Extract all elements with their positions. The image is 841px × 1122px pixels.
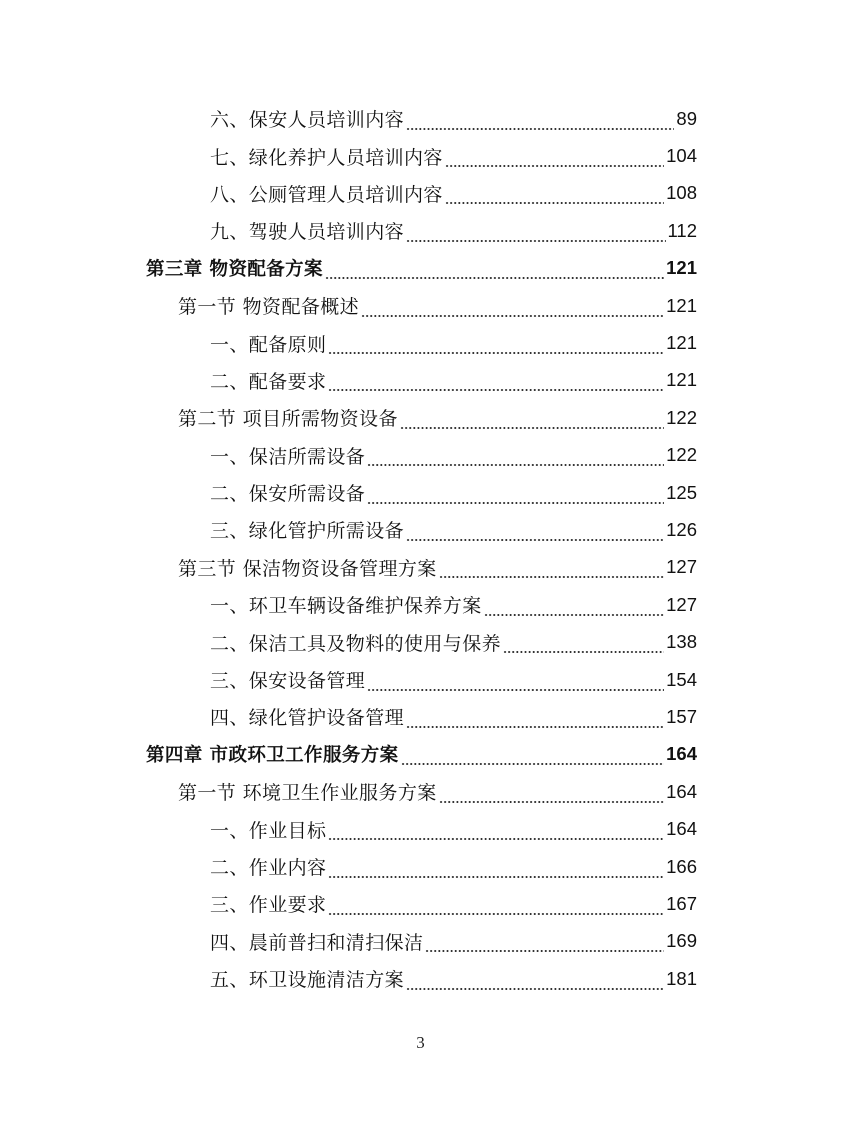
toc-chapter-entry[interactable] <box>0 250 841 287</box>
toc-subsection-entry[interactable] <box>0 511 841 548</box>
toc-entry-title: 七、绿化养护人员培训内容 <box>210 143 443 170</box>
toc-entry-title: 第三节 保洁物资设备管理方案 <box>178 554 437 581</box>
toc-dot-leader <box>406 113 674 131</box>
toc-entry-title: 第四章 市政环卫工作服务方案 <box>146 741 399 767</box>
toc-entry-title: 三、作业要求 <box>210 890 326 917</box>
toc-entry-page: 164 <box>666 743 697 765</box>
toc-entry-page: 108 <box>666 182 697 204</box>
toc-dot-leader <box>439 561 664 579</box>
toc-entry-page: 127 <box>666 593 697 615</box>
toc-dot-leader <box>406 973 664 991</box>
toc-entry-title: 五、环卫设施清洁方案 <box>210 965 404 992</box>
toc-entry-page: 121 <box>666 257 697 279</box>
toc-subsection-entry[interactable] <box>0 848 841 885</box>
toc-entry-page: 154 <box>666 668 697 690</box>
toc-dot-leader <box>367 449 664 467</box>
toc-dot-leader <box>367 674 664 692</box>
toc-entry-page: 157 <box>666 705 697 727</box>
toc-entry-title: 一、配备原则 <box>210 330 326 357</box>
toc-entry-title: 二、作业内容 <box>210 853 326 880</box>
toc-subsection-entry[interactable] <box>0 474 841 511</box>
toc-subsection-entry[interactable] <box>0 623 841 660</box>
toc-section-entry[interactable] <box>0 773 841 810</box>
toc-dot-leader <box>328 337 664 355</box>
toc-subsection-entry[interactable] <box>0 212 841 249</box>
toc-subsection-entry[interactable] <box>0 810 841 847</box>
toc-entry-title: 第一节 环境卫生作业服务方案 <box>178 778 437 805</box>
toc-chapter-entry[interactable] <box>0 736 841 773</box>
toc-dot-leader <box>361 300 664 318</box>
toc-entry-page: 112 <box>667 219 697 241</box>
toc-dot-leader <box>400 412 664 430</box>
toc-entry-title: 八、公厕管理人员培训内容 <box>210 180 443 207</box>
toc-subsection-entry[interactable] <box>0 923 841 960</box>
toc-entry-title: 二、保安所需设备 <box>210 479 365 506</box>
toc-entry-title: 六、保安人员培训内容 <box>210 105 404 132</box>
toc-dot-leader <box>439 786 664 804</box>
toc-entry-page: 125 <box>666 481 697 503</box>
toc-entry-page: 121 <box>666 294 697 316</box>
toc-entry-title: 一、环卫车辆设备维护保养方案 <box>210 591 482 618</box>
toc-entry-title: 二、保洁工具及物料的使用与保养 <box>210 629 501 656</box>
toc-entry-title: 四、绿化管护设备管理 <box>210 703 404 730</box>
toc-entry-title: 一、作业目标 <box>210 816 326 843</box>
toc-subsection-entry[interactable] <box>0 698 841 735</box>
toc-dot-leader <box>406 225 665 243</box>
toc-dot-leader <box>401 748 665 766</box>
toc-entry-title: 一、保洁所需设备 <box>210 442 365 469</box>
toc-dot-leader <box>406 524 664 542</box>
toc-entry-page: 104 <box>666 145 697 167</box>
toc-subsection-entry[interactable] <box>0 661 841 698</box>
toc-dot-leader <box>328 374 664 392</box>
toc-dot-leader <box>484 599 665 617</box>
toc-entry-title: 九、驾驶人员培训内容 <box>210 217 404 244</box>
toc-entry-page: 122 <box>666 406 697 428</box>
toc-dot-leader <box>503 636 664 654</box>
toc-entry-page: 127 <box>666 556 697 578</box>
toc-subsection-entry[interactable] <box>0 362 841 399</box>
toc-section-entry[interactable] <box>0 549 841 586</box>
toc-dot-leader <box>325 262 664 280</box>
toc-entry-page: 126 <box>666 518 697 540</box>
toc-entry-page: 89 <box>676 107 697 129</box>
toc-dot-leader <box>328 823 664 841</box>
toc-section-entry[interactable] <box>0 287 841 324</box>
toc-entry-page: 166 <box>666 855 697 877</box>
toc-dot-leader <box>406 711 664 729</box>
toc-entry-page: 167 <box>666 892 697 914</box>
page-number: 3 <box>416 1033 425 1052</box>
toc-entry-title: 四、晨前普扫和清扫保洁 <box>210 928 423 955</box>
toc-subsection-entry[interactable] <box>0 324 841 361</box>
toc-entry-page: 138 <box>666 631 697 653</box>
toc-entry-title: 第二节 项目所需物资设备 <box>178 404 398 431</box>
toc-entry-page: 122 <box>666 444 697 466</box>
toc-subsection-entry[interactable] <box>0 137 841 174</box>
toc-entry-page: 121 <box>666 332 697 354</box>
toc-entry-title: 第一节 物资配备概述 <box>178 292 359 319</box>
toc-dot-leader <box>328 861 664 879</box>
toc-dot-leader <box>425 935 664 953</box>
toc-entry-title: 第三章 物资配备方案 <box>146 255 323 281</box>
toc-entry-title: 三、保安设备管理 <box>210 666 365 693</box>
toc-dot-leader <box>328 898 664 916</box>
toc-dot-leader <box>445 187 664 205</box>
toc-entry-page: 121 <box>666 369 697 391</box>
toc-subsection-entry[interactable] <box>0 175 841 212</box>
toc-subsection-entry[interactable] <box>0 960 841 997</box>
toc-entry-page: 164 <box>666 818 697 840</box>
toc-subsection-entry[interactable] <box>0 586 841 623</box>
toc-entry-title: 二、配备要求 <box>210 367 326 394</box>
toc-section-entry[interactable] <box>0 399 841 436</box>
toc-entry-page: 169 <box>666 930 697 952</box>
toc-subsection-entry[interactable] <box>0 885 841 922</box>
toc-dot-leader <box>367 487 664 505</box>
toc-subsection-entry[interactable] <box>0 437 841 474</box>
toc-entry-page: 181 <box>666 967 697 989</box>
toc-dot-leader <box>445 150 664 168</box>
toc-entry-title: 三、绿化管护所需设备 <box>210 516 404 543</box>
toc-entry-page: 164 <box>666 780 697 802</box>
table-of-contents <box>0 100 841 997</box>
toc-subsection-entry[interactable] <box>0 100 841 137</box>
